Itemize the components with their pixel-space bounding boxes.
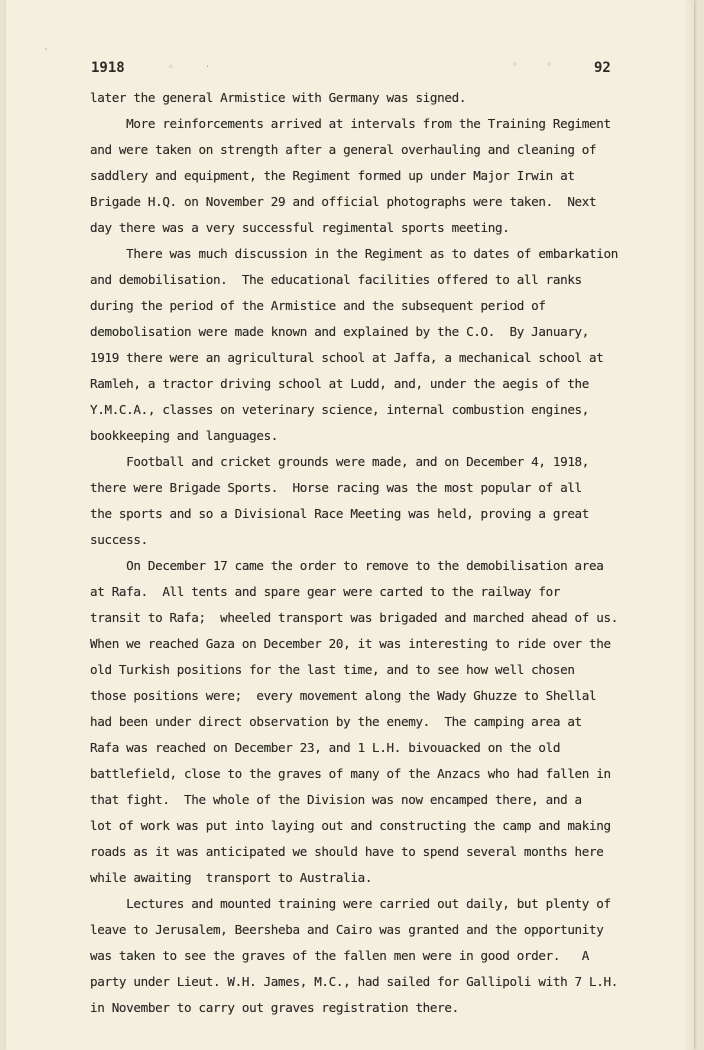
page-body — [90, 85, 660, 1021]
text-line: later the general Armistice with Germany was signed. — [90, 90, 467, 105]
text-line: during the period of the Armistice and the subsequent period of — [90, 298, 546, 313]
text-line: On December 17 came the order to remove to the demobilisation area — [90, 558, 604, 573]
paper-speck: ◦ — [168, 62, 174, 73]
text-line: while awaiting transport to Australia. — [90, 870, 373, 885]
text-line: demobolisation were made known and explained by the C.O. By January, — [90, 324, 590, 339]
text-line: When we reached Gaza on December 20, it was interesting to ride over the — [90, 636, 611, 651]
typed-page — [6, 0, 694, 1050]
text-line: Y.M.C.A., classes on veterinary science, internal combustion engines, — [90, 402, 590, 417]
text-line: leave to Jerusalem, Beersheba and Cairo was granted and the opportunity — [90, 922, 604, 937]
paper-speck: ◦ — [546, 60, 552, 71]
text-line: was taken to see the graves of the fallen men were in good order. A — [90, 948, 590, 963]
text-line: there were Brigade Sports. Horse racing was the most popular of all — [90, 480, 582, 495]
text-line: at Rafa. All tents and spare gear were carted to the railway for — [90, 584, 561, 599]
page-year: 1918 — [91, 60, 125, 76]
text-line: those positions were; every movement along the Wady Ghuzze to Shellal — [90, 688, 597, 703]
text-line: day there was a very successful regimental sports meeting. — [90, 220, 510, 235]
text-line: the sports and so a Divisional Race Meeting was held, proving a great — [90, 506, 590, 521]
text-line: Ramleh, a tractor driving school at Ludd, and, under the aegis of the — [90, 376, 590, 391]
paper-speck: ◦ — [512, 60, 518, 71]
text-line: Brigade H.Q. on November 29 and official photographs were taken. Next — [90, 194, 597, 209]
text-line: Football and cricket grounds were made, and on December 4, 1918, — [90, 454, 590, 469]
text-line: saddlery and equipment, the Regiment formed up under Major Irwin at — [90, 168, 575, 183]
text-line: had been under direct observation by the enemy. The camping area at — [90, 714, 582, 729]
text-line: in November to carry out graves registration there. — [90, 1000, 459, 1015]
text-line: Lectures and mounted training were carried out daily, but plenty of — [90, 896, 611, 911]
text-line: battlefield, close to the graves of many of the Anzacs who had fallen in — [90, 766, 611, 781]
text-line: and demobilisation. The educational facilities offered to all ranks — [90, 272, 582, 287]
text-line: and were taken on strength after a general overhauling and cleaning of — [90, 142, 597, 157]
text-line: There was much discussion in the Regiment as to dates of embarkation — [90, 246, 618, 261]
text-line: 1919 there were an agricultural school at Jaffa, a mechanical school at — [90, 350, 604, 365]
paper-speck: · — [206, 62, 210, 73]
text-line: Rafa was reached on December 23, and 1 L.H. bivouacked on the old — [90, 740, 561, 755]
text-line: lot of work was put into laying out and constructing the camp and making — [90, 818, 611, 833]
text-line: success. — [90, 532, 148, 547]
text-line: that fight. The whole of the Division was now encamped there, and a — [90, 792, 582, 807]
paper-speck: ` — [44, 48, 49, 59]
text-line: roads as it was anticipated we should have to spend several months here — [90, 844, 604, 859]
text-line: party under Lieut. W.H. James, M.C., had sailed for Gallipoli with 7 L.H. — [90, 974, 618, 989]
text-line: bookkeeping and languages. — [90, 428, 279, 443]
page-number: 92 — [594, 60, 611, 76]
text-line: old Turkish positions for the last time, and to see how well chosen — [90, 662, 575, 677]
text-line: More reinforcements arrived at intervals from the Training Regiment — [90, 116, 611, 131]
text-line: transit to Rafa; wheeled transport was brigaded and marched ahead of us. — [90, 610, 618, 625]
